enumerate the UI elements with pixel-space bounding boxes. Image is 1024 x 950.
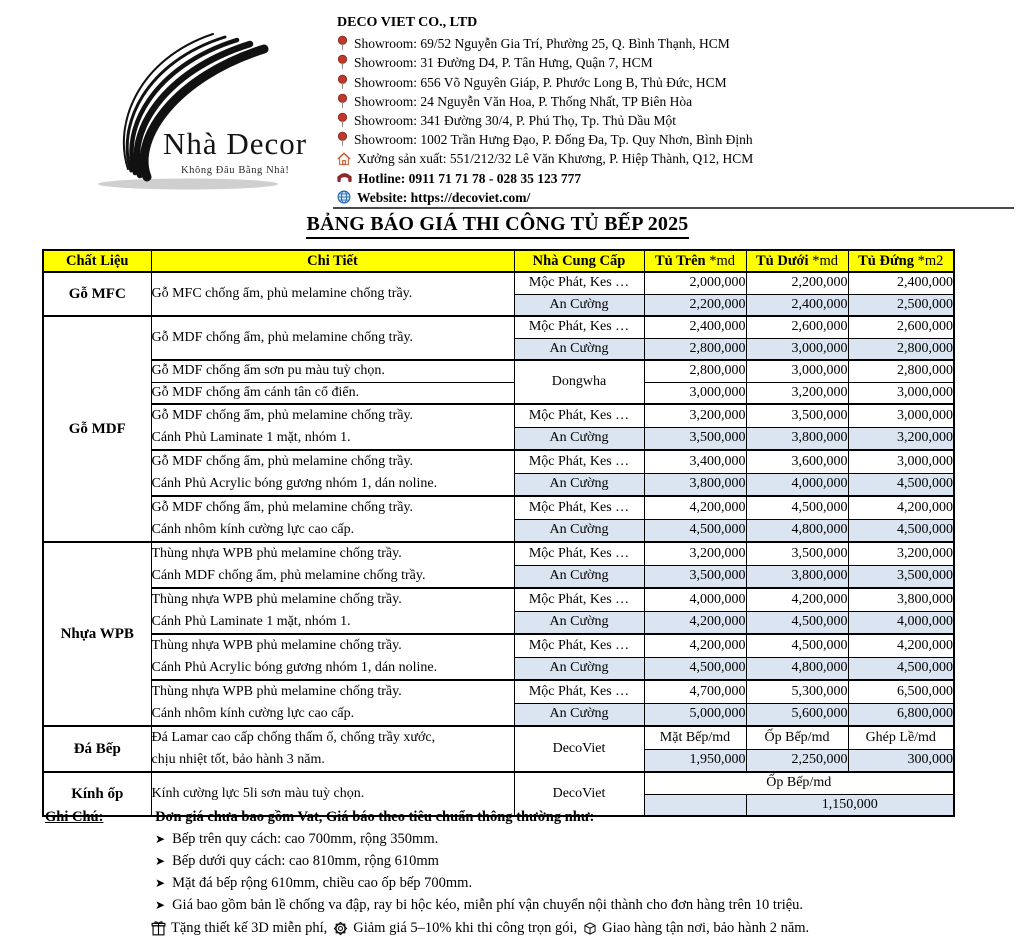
price-cell: 4,500,000 <box>746 496 848 519</box>
gift-icon <box>151 920 166 936</box>
package-icon <box>583 921 597 936</box>
showroom-text: Showroom: 69/52 Nguyễn Gia Trí, Phường 25, Q. Bình Thạnh, HCM <box>354 36 730 52</box>
supplier-cell: An Cường <box>514 519 644 542</box>
table-row <box>43 542 954 565</box>
price-cell: 3,200,000 <box>644 404 746 427</box>
detail-cell: Gỗ MDF chống ẩm, phủ melamine chống trầy. Cánh Phủ Acrylic bóng gương nhóm 1, dán noline. <box>151 450 514 496</box>
document-title <box>42 213 953 239</box>
supplier-cell: Mộc Phát, Kes … <box>514 496 644 519</box>
price-cell: 4,000,000 <box>746 473 848 496</box>
map-pin-icon <box>337 54 348 71</box>
supplier-cell: Mộc Phát, Kes … <box>514 316 644 338</box>
supplier-cell: DecoViet <box>514 772 644 816</box>
arrow-bullet-icon: ➤ <box>155 876 166 890</box>
detail-cell: Đá Lamar cao cấp chống thấm ố, chống trầy xước, chịu nhiệt tốt, bảo hành 3 năm. <box>151 726 514 772</box>
showroom-line <box>337 34 753 53</box>
table-row <box>43 726 954 749</box>
header-divider <box>333 207 1014 209</box>
detail-cell: Gỗ MDF chống ẩm, phủ melamine chống trầy. Cánh nhôm kính cường lực cao cấp. <box>151 496 514 542</box>
supplier-cell: Mộc Phát, Kes … <box>514 680 644 703</box>
perk-text: Tặng thiết kế 3D miễn phí, <box>171 920 328 936</box>
detail-cell: Gỗ MDF chống ẩm, phủ melamine chống trầy. <box>151 316 514 360</box>
detail-cell: Gỗ MDF chống ẩm cánh tân cổ điển. <box>151 382 514 404</box>
price-cell: 5,600,000 <box>746 703 848 726</box>
price-cell: 2,800,000 <box>848 360 954 382</box>
company-info <box>337 13 753 207</box>
supplier-cell: An Cường <box>514 338 644 360</box>
price-cell: 4,000,000 <box>644 588 746 611</box>
price-cell: 4,200,000 <box>644 496 746 519</box>
price-cell: 3,600,000 <box>746 450 848 473</box>
arrow-bullet-icon: ➤ <box>155 832 166 846</box>
header-material: Chất Liệu <box>43 250 151 272</box>
table-row <box>43 450 954 473</box>
price-cell: 2,800,000 <box>644 338 746 360</box>
table-row <box>43 680 954 703</box>
price-cell: 4,500,000 <box>644 519 746 542</box>
notes-heading-row <box>45 806 995 828</box>
supplier-cell: An Cường <box>514 473 644 496</box>
header-tall-cabinet: Tủ Đứng *m2 <box>848 250 954 272</box>
notes-intro: Đơn giá chưa bao gồm Vat, Giá báo theo tiêu chuẩn thông thường như: <box>155 809 595 825</box>
note-bullet <box>45 894 995 916</box>
supplier-cell: Mộc Phát, Kes … <box>514 634 644 657</box>
price-cell: 3,000,000 <box>848 382 954 404</box>
showroom-text: Showroom: 24 Nguyễn Văn Hoa, P. Thống Nhất, TP Biên Hòa <box>354 93 693 109</box>
material-cell: Đá Bếp <box>43 726 151 772</box>
detail-cell: Gỗ MFC chống ẩm, phủ melamine chống trầy. <box>151 272 514 316</box>
discount-seal-icon <box>333 921 348 936</box>
price-cell: 4,500,000 <box>746 634 848 657</box>
price-cell: 6,500,000 <box>848 680 954 703</box>
price-cell: 3,500,000 <box>746 542 848 565</box>
price-cell: 1,150,000 <box>746 794 954 816</box>
phone-icon <box>337 172 352 184</box>
price-cell: 3,200,000 <box>848 542 954 565</box>
website-text: Website: https://decoviet.com/ <box>357 189 531 205</box>
price-cell: 2,200,000 <box>644 294 746 316</box>
price-cell: 2,800,000 <box>848 338 954 360</box>
price-subheader-cell: Ốp Bếp/md <box>644 772 954 794</box>
showroom-text: Showroom: 1002 Trần Hưng Đạo, P. Đống Đa, Tp. Quy Nhơn, Bình Định <box>354 132 753 148</box>
table-row <box>43 404 954 427</box>
supplier-cell: Mộc Phát, Kes … <box>514 542 644 565</box>
price-cell: 3,200,000 <box>644 542 746 565</box>
price-cell: 3,200,000 <box>848 427 954 450</box>
showroom-text: Showroom: 341 Đường 30/4, P. Phú Thọ, Tp. Thủ Dầu Một <box>354 112 676 128</box>
showroom-line <box>337 111 753 130</box>
price-cell: 2,500,000 <box>848 294 954 316</box>
price-cell: 4,500,000 <box>746 611 848 634</box>
detail-cell: Thùng nhựa WPB phủ melamine chống trầy. Cánh MDF chống ẩm, phủ melamine chống trầy. <box>151 542 514 588</box>
supplier-cell: Mộc Phát, Kes … <box>514 272 644 294</box>
price-cell: 3,800,000 <box>746 565 848 588</box>
price-cell: 5,000,000 <box>644 703 746 726</box>
supplier-cell: An Cường <box>514 427 644 450</box>
supplier-cell: An Cường <box>514 294 644 316</box>
table-header-row <box>43 250 954 272</box>
company-name: DECO VIET CO., LTD <box>337 15 478 30</box>
hotline-line <box>337 169 753 188</box>
price-cell: 4,800,000 <box>746 657 848 680</box>
price-cell: 4,200,000 <box>746 588 848 611</box>
table-row <box>43 272 954 294</box>
supplier-cell: Mộc Phát, Kes … <box>514 588 644 611</box>
note-bullet <box>45 872 995 894</box>
header-upper-cabinet: Tủ Trên *md <box>644 250 746 272</box>
price-cell: 3,800,000 <box>848 588 954 611</box>
perk-text: Giao hàng tận nơi, bảo hành 2 năm. <box>602 920 810 936</box>
supplier-cell: An Cường <box>514 657 644 680</box>
price-cell: 2,200,000 <box>746 272 848 294</box>
price-cell: 3,500,000 <box>848 565 954 588</box>
price-cell: 3,000,000 <box>644 382 746 404</box>
price-cell: 5,300,000 <box>746 680 848 703</box>
price-cell: 4,500,000 <box>848 519 954 542</box>
price-cell: 2,400,000 <box>746 294 848 316</box>
supplier-cell: DecoViet <box>514 726 644 772</box>
material-cell: Gỗ MDF <box>43 316 151 542</box>
price-cell: 3,800,000 <box>746 427 848 450</box>
price-cell: 3,000,000 <box>848 450 954 473</box>
showroom-line <box>337 92 753 111</box>
supplier-cell: An Cường <box>514 703 644 726</box>
price-table <box>42 249 955 817</box>
note-text: Bếp trên quy cách: cao 700mm, rộng 350mm. <box>172 831 439 847</box>
detail-cell: Thùng nhựa WPB phủ melamine chống trầy. Cánh Phủ Acrylic bóng gương nhóm 1, dán noline. <box>151 634 514 680</box>
price-subheader-cell: Ốp Bếp/md <box>746 726 848 749</box>
price-cell: 3,500,000 <box>746 404 848 427</box>
price-cell: 4,200,000 <box>644 611 746 634</box>
supplier-cell: Mộc Phát, Kes … <box>514 404 644 427</box>
note-bullet <box>45 828 995 850</box>
price-cell: 4,700,000 <box>644 680 746 703</box>
house-icon <box>337 152 351 166</box>
table-row <box>43 360 954 382</box>
showroom-line <box>337 130 753 149</box>
logo-tagline: Không Đâu Bằng Nhà! <box>181 165 290 176</box>
website-line <box>337 188 753 207</box>
notes-heading: Ghi Chú: <box>45 809 104 825</box>
price-cell: 3,400,000 <box>644 450 746 473</box>
detail-cell: Thùng nhựa WPB phủ melamine chống trầy. Cánh nhôm kính cường lực cao cấp. <box>151 680 514 726</box>
showroom-text: Showroom: 31 Đường D4, P. Tân Hưng, Quận 7, HCM <box>354 55 653 71</box>
price-cell: 4,200,000 <box>848 634 954 657</box>
detail-cell: Kính cường lực 5li sơn màu tuỳ chọn. <box>151 772 514 816</box>
detail-cell: Gỗ MDF chống ẩm, phủ melamine chống trầy. Cánh Phủ Laminate 1 mặt, nhóm 1. <box>151 404 514 450</box>
price-subheader-cell: Ghép Lề/md <box>848 726 954 749</box>
price-cell: 3,500,000 <box>644 427 746 450</box>
arrow-bullet-icon: ➤ <box>155 854 166 868</box>
detail-cell: Gỗ MDF chống ẩm sơn pu màu tuỳ chọn. <box>151 360 514 382</box>
price-cell: 2,600,000 <box>746 316 848 338</box>
note-text: Bếp dưới quy cách: cao 810mm, rộng 610mm <box>172 853 439 869</box>
document-title-text: BẢNG BÁO GIÁ THI CÔNG TỦ BẾP 2025 <box>306 213 688 239</box>
material-cell: Kính ốp <box>43 772 151 816</box>
company-logo <box>55 10 355 205</box>
note-perks-row <box>45 916 995 940</box>
price-cell: 3,000,000 <box>848 404 954 427</box>
supplier-cell: Mộc Phát, Kes … <box>514 450 644 473</box>
price-cell: 4,500,000 <box>848 473 954 496</box>
hotline-text: Hotline: 0911 71 71 78 - 028 35 123 777 <box>358 170 582 186</box>
table-row <box>43 496 954 519</box>
price-cell: 4,000,000 <box>848 611 954 634</box>
price-cell: 3,500,000 <box>644 565 746 588</box>
price-cell: 2,250,000 <box>746 749 848 772</box>
price-cell: 2,000,000 <box>644 272 746 294</box>
price-cell: 3,800,000 <box>644 473 746 496</box>
price-subheader-cell: Mặt Bếp/md <box>644 726 746 749</box>
header-lower-cabinet: Tủ Dưới *md <box>746 250 848 272</box>
arrow-bullet-icon: ➤ <box>155 898 166 912</box>
price-cell: 3,000,000 <box>746 338 848 360</box>
price-cell: 1,950,000 <box>644 749 746 772</box>
table-row <box>43 316 954 338</box>
price-cell: 2,400,000 <box>848 272 954 294</box>
table-row <box>43 634 954 657</box>
price-cell: 4,200,000 <box>644 634 746 657</box>
detail-cell: Thùng nhựa WPB phủ melamine chống trầy. Cánh Phủ Laminate 1 mặt, nhóm 1. <box>151 588 514 634</box>
supplier-cell: An Cường <box>514 565 644 588</box>
price-cell: 4,800,000 <box>746 519 848 542</box>
price-cell: 4,500,000 <box>848 657 954 680</box>
factory-text: Xưởng sản xuất: 551/212/32 Lê Văn Khương, P. Hiệp Thành, Q12, HCM <box>357 151 754 167</box>
factory-line <box>337 149 753 168</box>
perk-text: Giảm giá 5–10% khi thi công trọn gói, <box>353 920 578 936</box>
price-cell: 2,600,000 <box>848 316 954 338</box>
table-row <box>43 382 954 404</box>
price-cell: 4,200,000 <box>848 496 954 519</box>
price-cell: 6,800,000 <box>848 703 954 726</box>
map-pin-icon <box>337 74 348 91</box>
supplier-cell: Dongwha <box>514 360 644 404</box>
map-pin-icon <box>337 35 348 52</box>
table-row <box>43 588 954 611</box>
price-cell: 3,200,000 <box>746 382 848 404</box>
price-cell: 4,500,000 <box>644 657 746 680</box>
map-pin-icon <box>337 131 348 148</box>
material-cell: Gỗ MFC <box>43 272 151 316</box>
map-pin-icon <box>337 93 348 110</box>
supplier-cell: An Cường <box>514 611 644 634</box>
globe-icon <box>337 190 351 204</box>
showroom-line <box>337 73 753 92</box>
showroom-line <box>337 53 753 72</box>
table-row <box>43 772 954 794</box>
note-text: Mặt đá bếp rộng 610mm, chiều cao ốp bếp 700mm. <box>172 875 473 891</box>
price-cell: 3,000,000 <box>746 360 848 382</box>
map-pin-icon <box>337 112 348 129</box>
price-cell: 2,400,000 <box>644 316 746 338</box>
header-detail: Chi Tiết <box>151 250 514 272</box>
note-text: Giá bao gồm bản lề chống va đập, ray bi hộc kéo, miễn phí vận chuyển nội thành cho đơn hàng trên 10 triệu. <box>172 897 804 913</box>
material-cell: Nhựa WPB <box>43 542 151 726</box>
notes-section <box>45 806 995 940</box>
showroom-text: Showroom: 656 Võ Nguyên Giáp, P. Phước Long B, Thủ Đức, HCM <box>354 74 727 90</box>
note-bullet <box>45 850 995 872</box>
logo-brand-name: Nhà Decor <box>163 126 308 161</box>
header-supplier: Nhà Cung Cấp <box>514 250 644 272</box>
price-cell: 300,000 <box>848 749 954 772</box>
price-cell: 2,800,000 <box>644 360 746 382</box>
